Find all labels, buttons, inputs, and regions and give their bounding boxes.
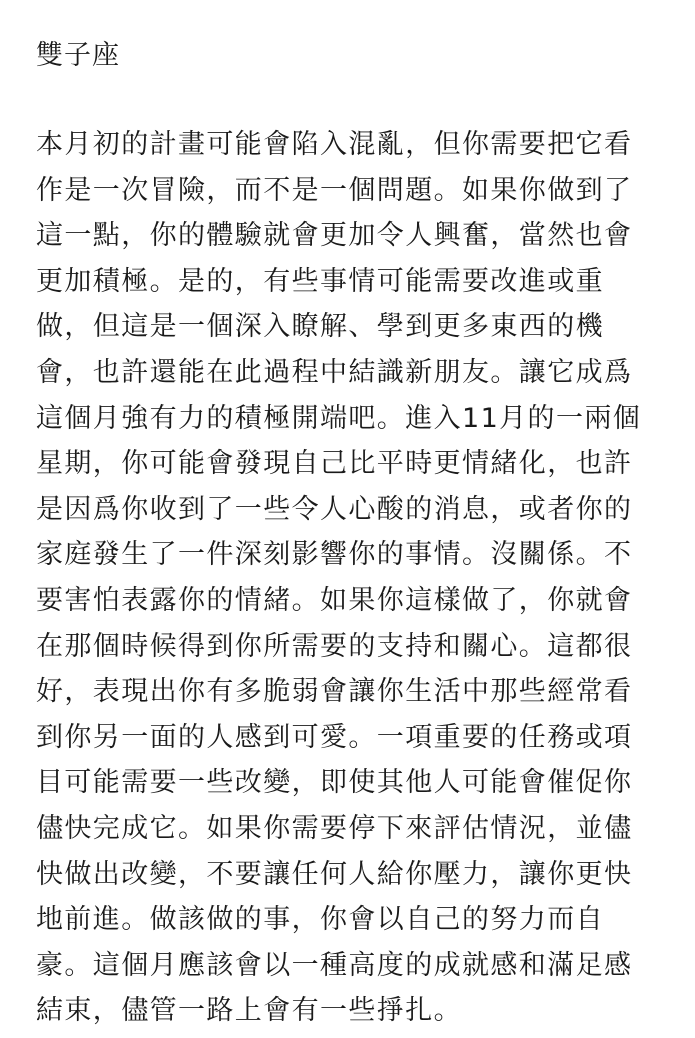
text-line: 快做出改變，不要讓任何人給你壓力，讓你更快 [36,858,633,890]
text-line: 更加積極。是的，有些事情可能需要改進或重 [36,265,604,297]
text-line: 豪。這個月應該會以一種高度的成就感和滿足感 [36,949,633,981]
text-line: 星期，你可能會發現自己比平時更情緒化，也許 [36,448,633,480]
text-line: 好，表現出你有多脆弱會讓你生活中那些經常看 [36,676,633,708]
article-body [36,126,676,1038]
text-line: 作是一次冒險，而不是一個問題。如果你做到了 [36,174,633,206]
text-line: 這一點，你的體驗就會更加令人興奮，當然也會 [36,220,633,252]
text-line: 這個月強有力的積極開端吧。進入11月的一兩個 [36,402,642,434]
text-line: 結束，儘管一路上會有一些掙扎。 [36,995,462,1027]
text-line: 地前進。做該做的事，你會以自己的努力而自 [36,904,604,936]
page-title: 雙子座 [36,40,120,71]
text-line: 做，但這是一個深入瞭解、學到更多東西的機 [36,311,604,343]
text-line: 儘快完成它。如果你需要停下來評估情況，並儘 [36,812,633,844]
text-line: 目可能需要一些改變，即使其他人可能會催促你 [36,767,633,799]
text-line: 本月初的計畫可能會陷入混亂，但你需要把它看 [36,129,633,160]
text-line: 家庭發生了一件深刻影響你的事情。沒關係。不 [36,539,633,571]
text-line: 是因爲你收到了一些令人心酸的消息，或者你的 [36,493,633,525]
text-line: 到你另一面的人感到可愛。一項重要的任務或項 [36,721,633,753]
text-line: 要害怕表露你的情緒。如果你這樣做了，你就會 [36,584,633,616]
text-line: 會，也許還能在此過程中結識新朋友。讓它成爲 [36,356,633,388]
text-line: 在那個時候得到你所需要的支持和關心。這都很 [36,630,633,662]
